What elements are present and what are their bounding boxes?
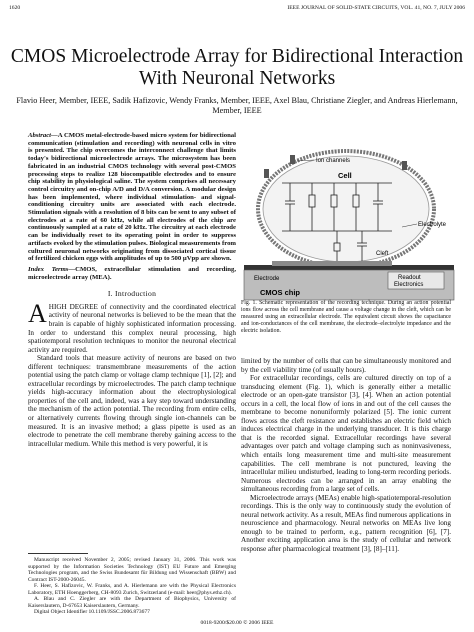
label-ion-channels: Ion channels xyxy=(316,158,351,164)
left-column xyxy=(28,132,236,448)
drop-cap: A xyxy=(28,298,47,328)
section-heading: I. Introduction xyxy=(107,289,157,299)
page-footer: 0018-9200/$20.00 © 2006 IEEE xyxy=(200,620,274,626)
ion-channel-marker xyxy=(402,161,407,170)
intro-paragraph-2: Standard tools that measure activity of neurons are based on two different techniques: transmembrane measurements of the action potential using the patch clamp or voltage clamp technique [1], [2]; and extracellular recordings by microelectrodes. The patch clamp technique yields high-accuracy information about the electrophysiological properties of the cell and, indeed, was a key step toward understanding the mechanism of the action potential. The recording from entire cells, or alternatively currents flowing through single ion-channels can be measured. It is an invasive method; a glass pipette is used as an electrode to penetrate the cell membrane thereby gaining access to the intracellular medium. While this method is very powerful, it is xyxy=(28,354,236,448)
ion-channel-marker xyxy=(264,169,269,178)
label-electrolyte: Electrolyte xyxy=(418,222,447,228)
paper-title: CMOS Microelectrode Array for Bidirectional Interaction With Neuronal Networks xyxy=(10,46,464,89)
figure-1-caption: Fig. 1. Schematic representation of the recording technique. During an action potential ions flow across the cell membrane and cause a voltage change in the cleft, which can be measured using an extracellular electrode. The equivalent circuit shows the capacitance and ion-conductances of the cell membrane, the electrode–electrolyte impedance and the electric isolation. xyxy=(241,300,451,334)
body-paragraph-continued: limited by the number of cells that can be simultaneously monitored and by the cell viability time (of usually hours). xyxy=(241,357,451,374)
intro-paragraph-1-text: HIGH DEGREE of connectivity and the coordinated electrical activity of neuronal networks is believed to be the mean that the brain is capable of highly sophisticated information processing. In order to understand this complex neural processing, high spatiotemporal resolution techniques to monitor the neuronal electrical activity are required. xyxy=(28,302,236,354)
abstract-label: Abstract— xyxy=(28,132,58,139)
label-electrode: Electrode xyxy=(254,276,280,282)
abstract xyxy=(28,132,236,263)
footnote-affiliation-1: F. Heer, S. Hafizovic, W. Franks, and A. Hierlemann are with the Physical Electronics Laboratory, ETH Hoenggerberg, CH-8093 Zurich, Switzerland (e-mail: heer@phys.ethz.ch). xyxy=(28,583,236,596)
footnote-manuscript: Manuscript received November 2, 2005; revised January 31, 2006. This work was supported by the Information Societies Technology (IST) EU Future and Emerging Technologies program, and the Swiss Bundesamt für Bildung und Wissenschaft (BBW) and Contract IST-2000-26045. xyxy=(28,557,236,583)
label-cmos-chip: CMOS chip xyxy=(260,288,301,297)
page-number: 1620 xyxy=(9,5,21,11)
ion-channel-marker xyxy=(290,155,295,164)
running-header xyxy=(9,5,465,15)
electrode-pad xyxy=(272,261,392,266)
label-cell: Cell xyxy=(338,171,352,180)
footnote-affiliation-2: A. Blau and C. Ziegler are with the Department of Biophysics, University of Kaiserslautern, D-67653 Kaiserslautern, Germany. xyxy=(28,596,236,609)
label-readout: Readout xyxy=(398,275,421,281)
journal-name: IEEE JOURNAL OF SOLID-STATE CIRCUITS, VOL. 41, NO. 7, JULY 2006 xyxy=(287,5,465,11)
index-terms-label: Index Terms— xyxy=(28,265,76,273)
footnotes xyxy=(28,553,236,616)
right-column xyxy=(241,357,451,554)
author-list: Flavio Heer, Member, IEEE, Sadik Hafizovic, Wendy Franks, Member, IEEE, Axel Blau, Christiane Ziegler, and Andreas Hierlemann, Member, IEEE xyxy=(16,96,458,116)
figure-1-schematic xyxy=(242,131,456,301)
footnote-doi: Digital Object Identifier 10.1109/JSSC.2006.873677 xyxy=(34,609,150,615)
abstract-text: A CMOS metal-electrode-based micro system for bidirectional communication (stimulation and recording) with neuronal cells in vitro is presented. The chip overcomes the interconnect challenge that limits today's bidirectional microelectrode arrays. The microsystem has been fabricated in an industrial CMOS technology with several post-CMOS processing steps to realize 128 biocompatible electrodes and to ensure chip stability in physiological saline. The system comprises all necessary control circuitry and on-chip A/D and D/A conversion. A modular design has been implemented, where individual stimulation- and signal-conditioning circuitry units are associated with each electrode. Stimulation signals with a resolution of 8 bits can be sent to any subset of electrodes at a rate of 60 kHz, while all electrodes of the chip are continuously sampled at a rate of 20 kHz. The circuitry at each electrode can be individually reset to its operating point in order to suppress artifacts evoked by the stimulation pulses. Biological measurements from cultured neuronal networks originating from dissociated cortical tissue of fertilized chicken eggs with amplitudes of up to 500 μVpp are shown. xyxy=(28,132,236,263)
footnote-rule xyxy=(28,553,88,554)
body-paragraph-mea: Microelectrode arrays (MEAs) enable high-spatiotemporal-resolution recordings. This is the only way to continuously study the evolution of neural network activity. As a result, MEAs find numerous applications in neuroscience and pharmacology. Neural networks on MEAs live long enough to be trained to perform, e.g., pattern recognition [6], [7]. Another exciting application area is the study of cellular and network response after pharmacological treatment [3], [8]–[11]. xyxy=(241,493,451,554)
label-cleft: Cleft xyxy=(376,251,389,257)
label-electronics: Electronics xyxy=(394,282,424,288)
index-terms-text: CMOS, extracellular stimulation and recording, microelectrode array (MEA). xyxy=(28,265,236,281)
body-paragraph-extracellular: For extracellular recordings, cells are cultured directly on top of a transducing element (Fig. 1), which is generally either a metallic electrode or an open-gate transistor [3], [4]. When an action potential occurs in a cell, the local flow of ions in and out of the cell causes the membrane to become nonuniformly polarized [5]. The ionic current flows across the cleft resistance and establishes an electric field which induces electrical charge in the underlying transducer. It is this charge that is the recorded signal. Extracellular recordings have several advantages over patch and voltage clamping such as noninvasiveness, which entails long measurement time and multi-site measurement capabilities. The cell membrane is not punctured, leaving the intracellular milieu undisturbed, leading to long-term recording periods. Numerous electrodes can be arranged in an array enabling the simultaneous recording from a large set of cells. xyxy=(241,374,451,494)
intro-paragraph-1 xyxy=(28,298,236,354)
index-terms xyxy=(28,266,236,281)
